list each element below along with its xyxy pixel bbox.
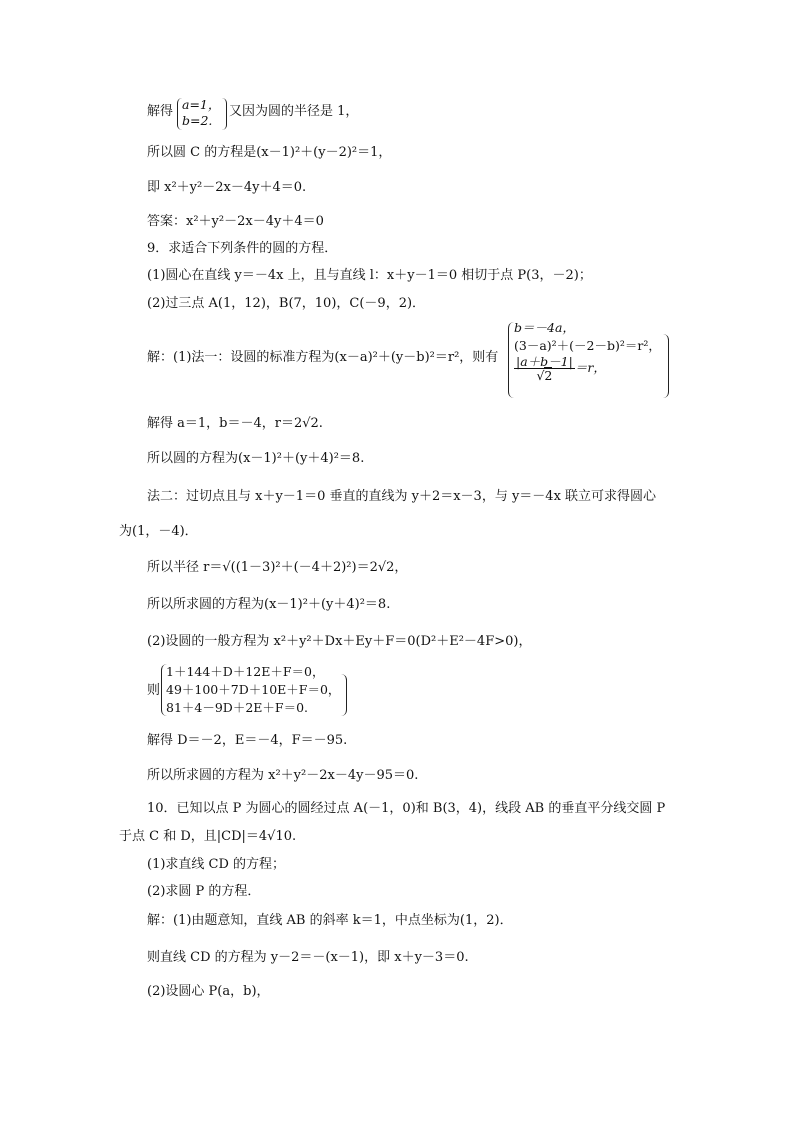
question-9-part1: (1)圆心在直线 y＝－4x 上，且与直线 l：x＋y－1＝0 相切于点 P(3，－2)； [147, 268, 592, 283]
solution-1-result: 解得 a＝1，b＝－4，r＝2√2. [147, 416, 323, 431]
s2-eq1: 1＋144＋D＋12E＋F＝0， [166, 664, 325, 679]
general-equation: 即 x²＋y²－2x－4y＋4＝0. [147, 180, 307, 195]
method-2-equation: 所以所求圆的方程为(x－1)²＋(y＋4)²＝8. [147, 597, 391, 612]
solution-1-equation: 所以圆的方程为(x－1)²＋(y＋4)²＝8. [147, 451, 365, 466]
method-2-radius: 所以半径 r＝√((1－3)²＋(－4＋2)²)＝2√2， [147, 560, 408, 575]
answer-10-line3: (2)设圆心 P(a，b)， [147, 984, 270, 999]
s1-eq2: (3－a)²＋(－2－b)²＝r²， [514, 338, 661, 353]
question-9-part2: (2)过三点 A(1，12)，B(7，10)，C(－9，2)． [147, 296, 426, 311]
question-10-line-a: 10．已知以点 P 为圆心的圆经过点 A(－1，0)和 B(3，4)，线段 AB 的垂直平分线交圆 P [147, 801, 666, 816]
s1-eq3: $\frac{|a+b-1|}{√2}$ ＝r， [516, 354, 606, 383]
method-2-line-a: 法二：过切点且与 x＋y－1＝0 垂直的直线为 y＋2＝x－3，与 y＝－4x 联立可求得圆心 [147, 489, 657, 504]
answer-line: 答案：x²＋y²－2x－4y＋4＝0 [147, 214, 324, 229]
question-9-title: 9．求适合下列条件的圆的方程． [147, 241, 338, 256]
solution-2-equation: 所以所求圆的方程为 x²＋y²－2x－4y－95＝0. [147, 768, 419, 783]
solution-2-then: 则 [147, 683, 161, 698]
circle-c-equation: 所以圆 C 的方程是(x－1)²＋(y－2)²＝1， [147, 145, 392, 160]
system-brace-right [222, 98, 227, 130]
s2-eq3: 81＋4－9D＋2E＋F＝0. [166, 700, 309, 715]
question-10-line-b: 于点 C 和 D，且|CD|＝4√10. [119, 829, 297, 844]
method-2-line-b: 为(1，－4)． [119, 524, 198, 539]
system-eq-a: a=1， [182, 97, 221, 112]
solved-label: 解得 [147, 104, 174, 119]
system-brace-s1-right [663, 334, 669, 398]
system-brace-s2-right [341, 674, 347, 716]
solution-2-result: 解得 D＝－2，E＝－4，F＝－95. [147, 733, 348, 748]
solution-1-method-1: 解：(1)法一：设圆的标准方程为(x－a)²＋(y－b)²＝r²，则有 [147, 350, 499, 365]
question-10-part1: (1)求直线 CD 的方程； [147, 857, 286, 872]
question-10-part2: (2)求圆 P 的方程． [147, 884, 261, 899]
s1-eq1: b＝－4a， [514, 320, 575, 335]
solution-2-setup: (2)设圆的一般方程为 x²＋y²＋Dx＋Ey＋F＝0(D²＋E²－4F>0)， [147, 634, 532, 649]
answer-10-line2: 则直线 CD 的方程为 y－2＝－(x－1)，即 x＋y－3＝0. [147, 950, 469, 965]
s2-eq2: 49＋100＋7D＋10E＋F＝0， [166, 682, 341, 697]
radius-text: 又因为圆的半径是 1， [229, 104, 359, 119]
system-eq-b: b=2. [182, 113, 213, 128]
answer-10-line1: 解：(1)由题意知，直线 AB 的斜率 k＝1，中点坐标为(1，2)． [147, 913, 513, 928]
